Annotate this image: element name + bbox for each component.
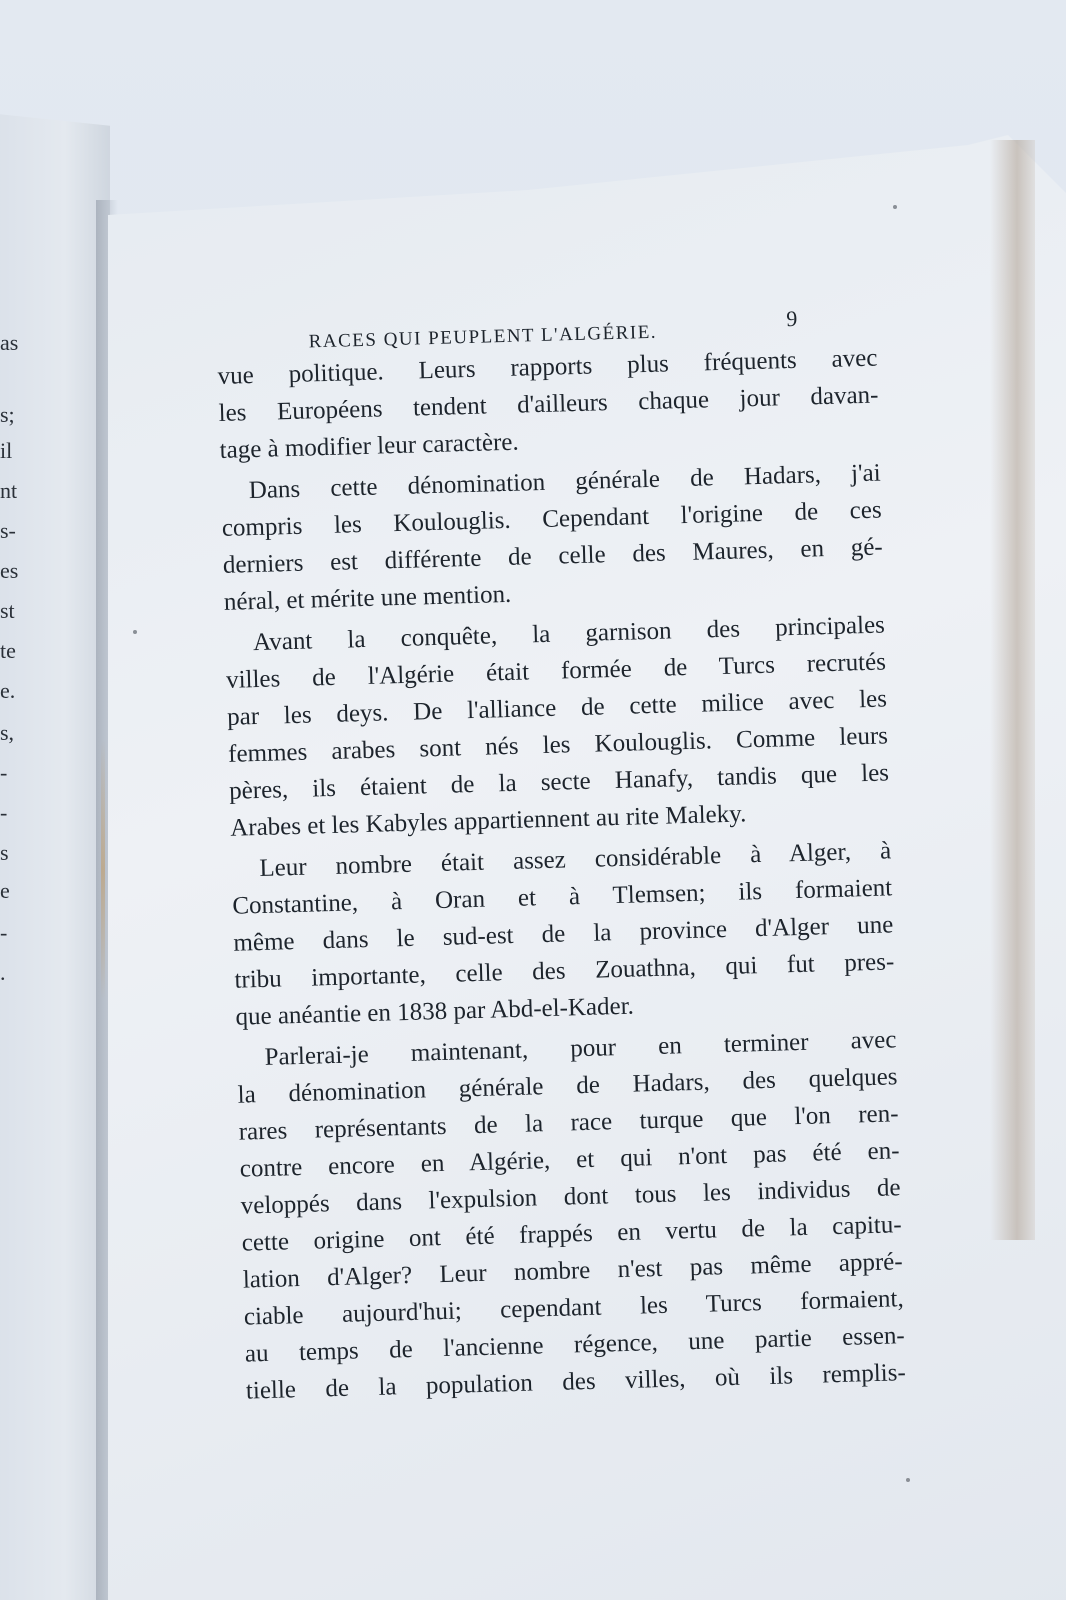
text-line: femmes arabes sont nés les Koulouglis. Comme leurs: [227, 722, 889, 768]
left-fragment: s: [0, 840, 9, 865]
text-line: Leur nombre était assez considérable à Alger, à: [259, 837, 892, 882]
text-line: villes de l'Algérie était formée de Turcs recrutés: [225, 648, 887, 694]
text-line: lation d'Alger? Leur nombre n'est pas même appré-: [242, 1248, 903, 1294]
left-fragment: .: [0, 960, 6, 985]
left-fragment: -: [0, 760, 8, 785]
text-line: tribu importante, celle des Zouathna, qui fut pres-: [234, 948, 895, 994]
text-line: vue politique. Leurs rapports plus fréquents avec: [217, 344, 878, 390]
text-line: Arabes et les Kabyles appartiennent au rite Maleky.: [229, 800, 747, 842]
text-line: la dénomination générale de Hadars, des quelques: [237, 1063, 898, 1109]
paragraph: [236, 1021, 906, 1409]
text-line: au temps de l'ancienne régence, une partie essen-: [244, 1322, 906, 1368]
text-line: ciable aujourd'hui; cependant les Turcs formaient,: [243, 1285, 905, 1331]
left-fragment: s-: [0, 518, 16, 543]
left-fragment: il: [0, 438, 13, 463]
text-line: compris les Koulouglis. Cependant l'origine de ces: [221, 496, 882, 542]
left-fragment: e.: [0, 678, 16, 703]
text-line: pères, ils étaient de la secte Hanafy, tandis que les: [228, 759, 890, 805]
text-line: néral, et mérite une mention.: [223, 580, 512, 616]
page-speck: [893, 205, 897, 209]
left-fragment: st: [0, 598, 15, 623]
page-text: [216, 300, 906, 1414]
left-fragment: as: [0, 330, 19, 355]
page-speck: [133, 630, 137, 634]
left-fragment: nt: [0, 478, 18, 503]
page-edge-stain: [990, 140, 1035, 1240]
text-line: tage à modifier leur caractère.: [219, 428, 520, 464]
text-line: contre encore en Algérie, et qui n'ont pas été en-: [239, 1137, 900, 1183]
left-fragment: es: [0, 558, 19, 583]
text-line: tielle de la population des villes, où ils remplis-: [245, 1359, 907, 1405]
spine-stain: [101, 740, 105, 1000]
paragraph: [220, 455, 884, 621]
page-number: 9: [785, 305, 800, 332]
paragraph: [231, 832, 896, 1035]
text-line: Avant la conquête, la garnison des principales: [252, 611, 886, 657]
text-line: que anéantie en 1838 par Abd-el-Kader.: [235, 992, 635, 1031]
left-fragment: -: [0, 920, 8, 945]
left-fragment: s,: [0, 720, 15, 745]
left-fragment: -: [0, 800, 8, 825]
paragraph: [225, 606, 891, 846]
text-line: rares représentants de la race turque que l'on ren-: [238, 1100, 899, 1146]
left-fragment: te: [0, 638, 16, 663]
paragraph: [217, 340, 880, 469]
text-line: les Européens tendent d'ailleurs chaque jour davan-: [218, 381, 879, 427]
page-speck: [906, 1478, 910, 1482]
text-line: par les deys. De l'alliance de cette milice avec les: [226, 685, 888, 731]
text-line: cette origine ont été frappés en vertu de la capitu-: [241, 1211, 902, 1257]
text-line: Constantine, à Oran et à Tlemsen; ils formaient: [232, 874, 893, 920]
running-title: RACES QUI PEUPLENT L'ALGÉRIE.: [308, 321, 658, 353]
left-fragment: e: [0, 878, 10, 903]
text-line: même dans le sud-est de la province d'Alger une: [233, 911, 894, 957]
text-line: Parlerai-je maintenant, pour en terminer avec: [264, 1026, 897, 1071]
left-fragment: s;: [0, 402, 15, 427]
text-line: derniers est différente de celle des Maures, en gé-: [222, 533, 884, 579]
text-line: Dans cette dénomination générale de Hadars, j'ai: [248, 459, 881, 505]
text-line: veloppés dans l'expulsion dont tous les individus de: [240, 1174, 901, 1220]
